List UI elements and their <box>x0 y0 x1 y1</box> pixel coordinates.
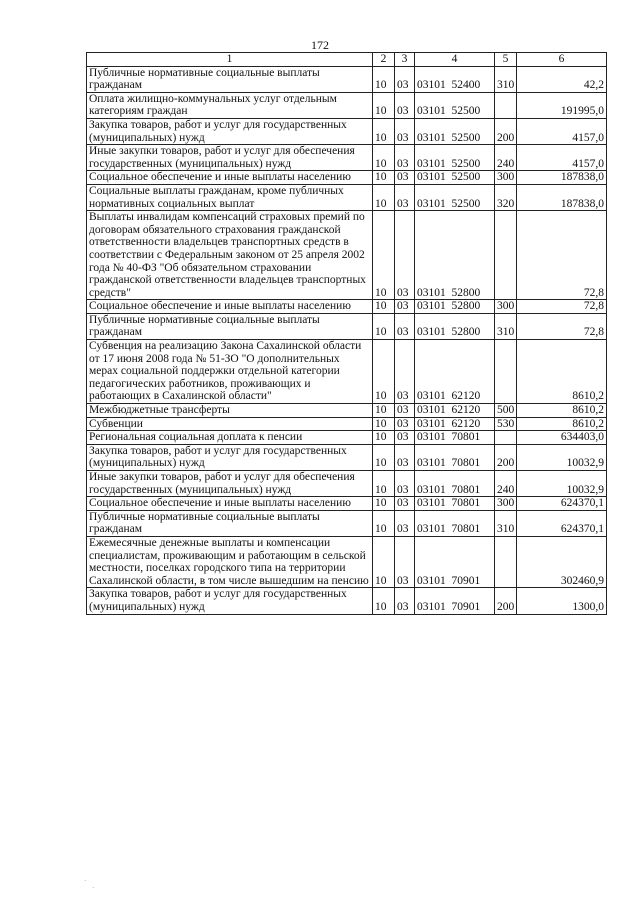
cell-section: 10 <box>373 404 395 418</box>
cell-type: 200 <box>495 444 517 470</box>
cell-sum: 72,8 <box>517 211 607 300</box>
table-row <box>87 497 607 511</box>
cell-sum: 4157,0 <box>517 145 607 171</box>
cell-type: 240 <box>495 145 517 171</box>
header-col-code: 4 <box>415 53 495 67</box>
table-row <box>87 588 607 614</box>
cell-type: 240 <box>495 471 517 497</box>
table-row <box>87 510 607 536</box>
header-col-name: 1 <box>87 53 373 67</box>
table-row <box>87 417 607 431</box>
cell-code: 03101 70801 <box>415 444 495 470</box>
budget-table <box>86 52 607 615</box>
table-header-row <box>87 53 607 67</box>
table-row <box>87 431 607 445</box>
cell-section: 10 <box>373 471 395 497</box>
table-row <box>87 404 607 418</box>
cell-sum: 10032,9 <box>517 444 607 470</box>
header-col-subsection: 3 <box>395 53 415 67</box>
cell-type: 310 <box>495 510 517 536</box>
cell-type: 300 <box>495 300 517 314</box>
cell-sum: 4157,0 <box>517 118 607 144</box>
cell-section: 10 <box>373 66 395 92</box>
table-row <box>87 145 607 171</box>
cell-sum: 8610,2 <box>517 404 607 418</box>
cell-type: 320 <box>495 184 517 210</box>
cell-code: 03101 70801 <box>415 471 495 497</box>
cell-subsection: 03 <box>395 300 415 314</box>
table-row <box>87 471 607 497</box>
cell-code: 03101 52800 <box>415 300 495 314</box>
header-col-sum: 6 <box>517 53 607 67</box>
cell-code: 03101 52500 <box>415 118 495 144</box>
table-row <box>87 66 607 92</box>
cell-type: 300 <box>495 171 517 185</box>
cell-name: Публичные нормативные социальные выплаты гражданам <box>87 313 373 339</box>
cell-sum: 72,8 <box>517 313 607 339</box>
cell-subsection: 03 <box>395 510 415 536</box>
scan-speck: · <box>84 877 87 885</box>
cell-code: 03101 52500 <box>415 145 495 171</box>
cell-subsection: 03 <box>395 471 415 497</box>
cell-sum: 8610,2 <box>517 417 607 431</box>
cell-name: Ежемесячные денежные выплаты и компенсации специалистам, проживающим и работающим в сельской местности, поселках городского типа на территории Сахалинской области, в том числе вышедшим на пенсию <box>87 536 373 587</box>
cell-subsection: 03 <box>395 497 415 511</box>
table-row <box>87 536 607 587</box>
cell-type: 500 <box>495 404 517 418</box>
cell-section: 10 <box>373 444 395 470</box>
table-row <box>87 184 607 210</box>
cell-sum: 10032,9 <box>517 471 607 497</box>
cell-subsection: 03 <box>395 118 415 144</box>
cell-type <box>495 536 517 587</box>
cell-name: Публичные нормативные социальные выплаты гражданам <box>87 510 373 536</box>
cell-code: 03101 52800 <box>415 211 495 300</box>
cell-code: 03101 52500 <box>415 171 495 185</box>
cell-code: 03101 52500 <box>415 184 495 210</box>
cell-subsection: 03 <box>395 171 415 185</box>
cell-type: 200 <box>495 588 517 614</box>
cell-sum: 624370,1 <box>517 510 607 536</box>
cell-subsection: 03 <box>395 431 415 445</box>
cell-section: 10 <box>373 118 395 144</box>
cell-name: Закупка товаров, работ и услуг для государственных (муниципальных) нужд <box>87 444 373 470</box>
header-col-type: 5 <box>495 53 517 67</box>
cell-name: Иные закупки товаров, работ и услуг для обеспечения государственных (муниципальных) нужд <box>87 471 373 497</box>
cell-section: 10 <box>373 300 395 314</box>
cell-name: Межбюджетные трансферты <box>87 404 373 418</box>
cell-sum: 72,8 <box>517 300 607 314</box>
cell-subsection: 03 <box>395 184 415 210</box>
cell-code: 03101 70901 <box>415 588 495 614</box>
cell-name: Иные закупки товаров, работ и услуг для обеспечения государственных (муниципальных) нужд <box>87 145 373 171</box>
cell-sum: 42,2 <box>517 66 607 92</box>
cell-subsection: 03 <box>395 313 415 339</box>
cell-name: Социальные выплаты гражданам, кроме публичных нормативных социальных выплат <box>87 184 373 210</box>
cell-subsection: 03 <box>395 340 415 404</box>
cell-sum: 302460,9 <box>517 536 607 587</box>
table-row <box>87 300 607 314</box>
cell-name: Выплаты инвалидам компенсаций страховых премий по договорам обязательного страхования гражданской ответственности владельцев транспортных средств в соответствии с Федеральным законом от 25 апреля 2002 года № 40-ФЗ "Об обязательном страховании гражданской ответственности владельцев транспортных средств" <box>87 211 373 300</box>
cell-section: 10 <box>373 536 395 587</box>
cell-section: 10 <box>373 313 395 339</box>
header-col-section: 2 <box>373 53 395 67</box>
cell-sum: 187838,0 <box>517 171 607 185</box>
cell-code: 03101 52800 <box>415 313 495 339</box>
cell-subsection: 03 <box>395 211 415 300</box>
table-row <box>87 92 607 118</box>
cell-type: 310 <box>495 66 517 92</box>
cell-code: 03101 62120 <box>415 340 495 404</box>
cell-subsection: 03 <box>395 404 415 418</box>
cell-type: 200 <box>495 118 517 144</box>
cell-section: 10 <box>373 211 395 300</box>
cell-name: Субвенция на реализацию Закона Сахалинской области от 17 июня 2008 года № 51-ЗО "О дополнительных мерах социальной поддержки отдельной категории педагогических работников, проживающих и работающих в Сахалинской области" <box>87 340 373 404</box>
table-row <box>87 171 607 185</box>
table-body <box>87 66 607 614</box>
cell-type: 300 <box>495 497 517 511</box>
page-number: 172 <box>311 38 329 52</box>
cell-subsection: 03 <box>395 66 415 92</box>
cell-section: 10 <box>373 92 395 118</box>
table-row <box>87 118 607 144</box>
cell-name: Закупка товаров, работ и услуг для государственных (муниципальных) нужд <box>87 118 373 144</box>
cell-name: Социальное обеспечение и иные выплаты населению <box>87 171 373 185</box>
cell-section: 10 <box>373 340 395 404</box>
cell-name: Социальное обеспечение и иные выплаты населению <box>87 300 373 314</box>
cell-sum: 1300,0 <box>517 588 607 614</box>
cell-type <box>495 211 517 300</box>
cell-name: Субвенции <box>87 417 373 431</box>
cell-code: 03101 62120 <box>415 404 495 418</box>
cell-type: 310 <box>495 313 517 339</box>
cell-subsection: 03 <box>395 145 415 171</box>
cell-code: 03101 62120 <box>415 417 495 431</box>
cell-section: 10 <box>373 497 395 511</box>
cell-sum: 187838,0 <box>517 184 607 210</box>
cell-type <box>495 340 517 404</box>
cell-section: 10 <box>373 417 395 431</box>
cell-code: 03101 70801 <box>415 510 495 536</box>
cell-section: 10 <box>373 184 395 210</box>
cell-section: 10 <box>373 588 395 614</box>
cell-section: 10 <box>373 510 395 536</box>
cell-code: 03101 52500 <box>415 92 495 118</box>
cell-code: 03101 70801 <box>415 431 495 445</box>
cell-sum: 624370,1 <box>517 497 607 511</box>
cell-sum: 634403,0 <box>517 431 607 445</box>
cell-subsection: 03 <box>395 92 415 118</box>
cell-sum: 8610,2 <box>517 340 607 404</box>
cell-subsection: 03 <box>395 444 415 470</box>
cell-type <box>495 431 517 445</box>
cell-name: Закупка товаров, работ и услуг для государственных (муниципальных) нужд <box>87 588 373 614</box>
cell-code: 03101 52400 <box>415 66 495 92</box>
cell-name: Социальное обеспечение и иные выплаты населению <box>87 497 373 511</box>
table-row <box>87 211 607 300</box>
cell-name: Публичные нормативные социальные выплаты гражданам <box>87 66 373 92</box>
cell-section: 10 <box>373 171 395 185</box>
scan-speck: · <box>92 884 95 892</box>
cell-name: Оплата жилищно-коммунальных услуг отдельным категориям граждан <box>87 92 373 118</box>
cell-section: 10 <box>373 145 395 171</box>
table-row <box>87 313 607 339</box>
cell-subsection: 03 <box>395 588 415 614</box>
cell-subsection: 03 <box>395 536 415 587</box>
cell-type <box>495 92 517 118</box>
cell-code: 03101 70901 <box>415 536 495 587</box>
cell-section: 10 <box>373 431 395 445</box>
table-row <box>87 444 607 470</box>
table-row <box>87 340 607 404</box>
cell-name: Региональная социальная доплата к пенсии <box>87 431 373 445</box>
cell-code: 03101 70801 <box>415 497 495 511</box>
cell-sum: 191995,0 <box>517 92 607 118</box>
cell-subsection: 03 <box>395 417 415 431</box>
cell-type: 530 <box>495 417 517 431</box>
